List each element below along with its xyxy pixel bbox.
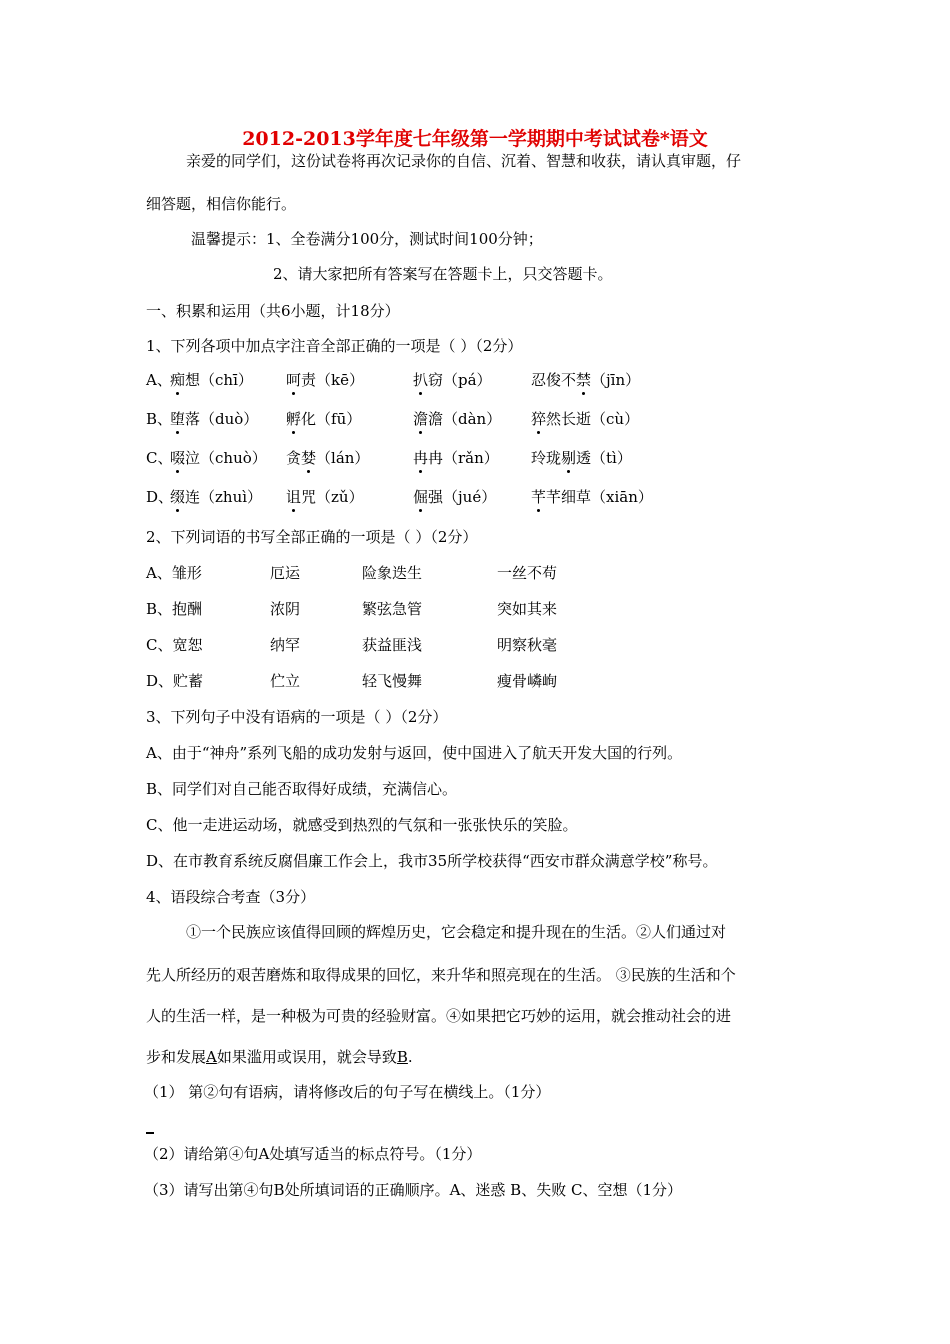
dotted-character: 剔 <box>561 449 577 467</box>
item-suffix: 透（tì） <box>576 449 632 467</box>
item-suffix: 咒（zǔ） <box>301 488 364 506</box>
dotted-character: 倔 <box>413 488 429 506</box>
word-option: 厄运 <box>270 564 301 582</box>
word-option: 明察秋毫 <box>497 636 558 654</box>
q1-stem: 1、下列各项中加点字注音全部正确的一项是（ ）（2分） <box>146 337 523 355</box>
item-suffix: 化（fū） <box>301 410 362 428</box>
item-suffix: 连（zhuì） <box>185 488 263 506</box>
passage-text: 步和发展 <box>146 1048 207 1066</box>
dotted-character: 冉 <box>413 449 429 467</box>
word-option: 纳罕 <box>270 636 301 654</box>
q3-stem: 3、下列句子中没有语病的一项是（ ）（2分） <box>146 708 448 726</box>
dotted-character: 痴 <box>170 371 186 389</box>
q3-option-d: D、在市教育系统反腐倡廉工作会上，我市35所学校获得“西安市群众满意学校”称号。 <box>146 852 718 870</box>
word-option: 浓阴 <box>270 600 301 618</box>
item-suffix: 冉（rǎn） <box>428 449 499 467</box>
option-item <box>413 448 499 468</box>
item-suffix: 窃（pá） <box>428 371 492 389</box>
word-option: C、宽恕 <box>146 636 203 654</box>
dotted-character: 孵 <box>286 410 302 428</box>
item-suffix: 强（jué） <box>428 488 497 506</box>
dotted-character: 猝 <box>531 410 547 428</box>
dotted-character: 澹 <box>413 410 429 428</box>
tip-2: 2、请大家把所有答案写在答题卡上，只交答题卡。 <box>273 265 613 283</box>
word-option: 瘦骨嶙峋 <box>497 672 558 690</box>
q4-sub-2: （2）请给第④句A处填写适当的标点符号。（1分） <box>144 1145 482 1163</box>
q3-option-c: C、他一走进运动场，就感受到热烈的气氛和一张张快乐的笑脸。 <box>146 816 578 834</box>
option-item <box>531 448 632 468</box>
item-suffix: 芊细草（xiān） <box>546 488 653 506</box>
item-suffix: 想（chī） <box>185 371 253 389</box>
option-label: C、 <box>146 449 173 467</box>
option-item <box>531 370 640 390</box>
page-title: 2012-2013学年度七年级第一学期期中考试试卷*语文 <box>242 128 708 150</box>
item-suffix: 然长逝（cù） <box>546 410 640 428</box>
option-item <box>531 409 639 429</box>
q2-stem: 2、下列词语的书写全部正确的一项是（ ）（2分） <box>146 528 478 546</box>
word-option: 获益匪浅 <box>362 636 423 654</box>
dotted-character: 堕 <box>170 410 186 428</box>
item-suffix: 落（duò） <box>185 410 259 428</box>
dotted-character: 禁 <box>576 371 592 389</box>
item-prefix: 忍俊不 <box>531 371 577 389</box>
blank-b-marker: B <box>396 1048 408 1066</box>
word-option: 一丝不苟 <box>497 564 558 582</box>
item-suffix: 责（kē） <box>301 371 364 389</box>
word-option: B、抱酬 <box>146 600 203 618</box>
item-suffix: （jīn） <box>591 371 641 389</box>
word-option: 繁弦急管 <box>362 600 423 618</box>
item-suffix: 澹（dàn） <box>428 410 502 428</box>
option-item <box>413 409 501 429</box>
word-option: 险象迭生 <box>362 564 423 582</box>
word-option: 突如其来 <box>497 600 558 618</box>
option-item <box>531 487 653 507</box>
dotted-character: 缀 <box>170 488 186 506</box>
option-item <box>170 409 258 429</box>
dotted-character: 婪 <box>301 449 317 467</box>
intro-line-2: 细答题，相信你能行。 <box>146 195 297 213</box>
word-option: 伫立 <box>270 672 301 690</box>
item-suffix: 泣（chuò） <box>185 449 267 467</box>
q4-passage-line-1: ①一个民族应该值得回顾的辉煌历史，它会稳定和提升现在的生活。②人们通过对 <box>186 923 727 941</box>
q4-stem: 4、语段综合考查（3分） <box>146 888 316 906</box>
option-item <box>170 487 262 507</box>
dotted-character: 芊 <box>531 488 547 506</box>
passage-text: . <box>407 1048 413 1066</box>
blank-a-marker: A <box>206 1048 217 1066</box>
option-item <box>413 487 496 507</box>
option-item <box>413 370 492 390</box>
option-label: D、 <box>146 488 174 506</box>
q4-passage-line-4 <box>146 1047 413 1067</box>
dotted-character: 诅 <box>286 488 302 506</box>
answer-line <box>146 1132 154 1134</box>
option-item <box>170 370 253 390</box>
q4-passage-line-2: 先人所经历的艰苦磨炼和取得成果的回忆，来升华和照亮现在的生活。 ③民族的生活和个 <box>146 966 736 984</box>
word-option: 轻飞慢舞 <box>362 672 423 690</box>
option-label: B、 <box>146 410 173 428</box>
option-item <box>286 487 364 507</box>
dotted-character: 啜 <box>170 449 186 467</box>
dotted-character: 扒 <box>413 371 429 389</box>
item-suffix: （lán） <box>316 449 370 467</box>
q3-option-b: B、同学们对自己能否取得好成绩，充满信心。 <box>146 780 458 798</box>
q4-sub-1: （1） 第②句有语病，请将修改后的句子写在横线上。（1分） <box>144 1083 551 1101</box>
word-option: D、贮蓄 <box>146 672 204 690</box>
dotted-character: 呵 <box>286 371 302 389</box>
passage-text: 如果滥用或误用，就会导致 <box>216 1048 397 1066</box>
option-label: A、 <box>146 371 172 389</box>
option-item <box>286 370 364 390</box>
item-prefix: 玲珑 <box>531 449 562 467</box>
q4-sub-3: （3）请写出第④句B处所填词语的正确顺序。A、迷惑 B、失败 C、空想（1分） <box>144 1181 682 1199</box>
option-item <box>170 448 267 468</box>
intro-line-1: 亲爱的同学们，这份试卷将再次记录你的自信、沉着、智慧和收获，请认真审题，仔 <box>186 152 742 170</box>
q3-option-a: A、由于“神舟”系列飞船的成功发射与返回，使中国进入了航天开发大国的行列。 <box>146 744 683 762</box>
option-item <box>286 409 361 429</box>
word-option: A、雏形 <box>146 564 202 582</box>
tip-1: 温馨提示：1、全卷满分100分，测试时间100分钟； <box>191 230 543 248</box>
q4-passage-line-3: 人的生活一样，是一种极为可贵的经验财富。④如果把它巧妙的运用，就会推动社会的进 <box>146 1007 732 1025</box>
item-prefix: 贪 <box>286 449 302 467</box>
option-item <box>286 448 369 468</box>
section-heading: 一、积累和运用（共6小题，计18分） <box>146 302 400 320</box>
